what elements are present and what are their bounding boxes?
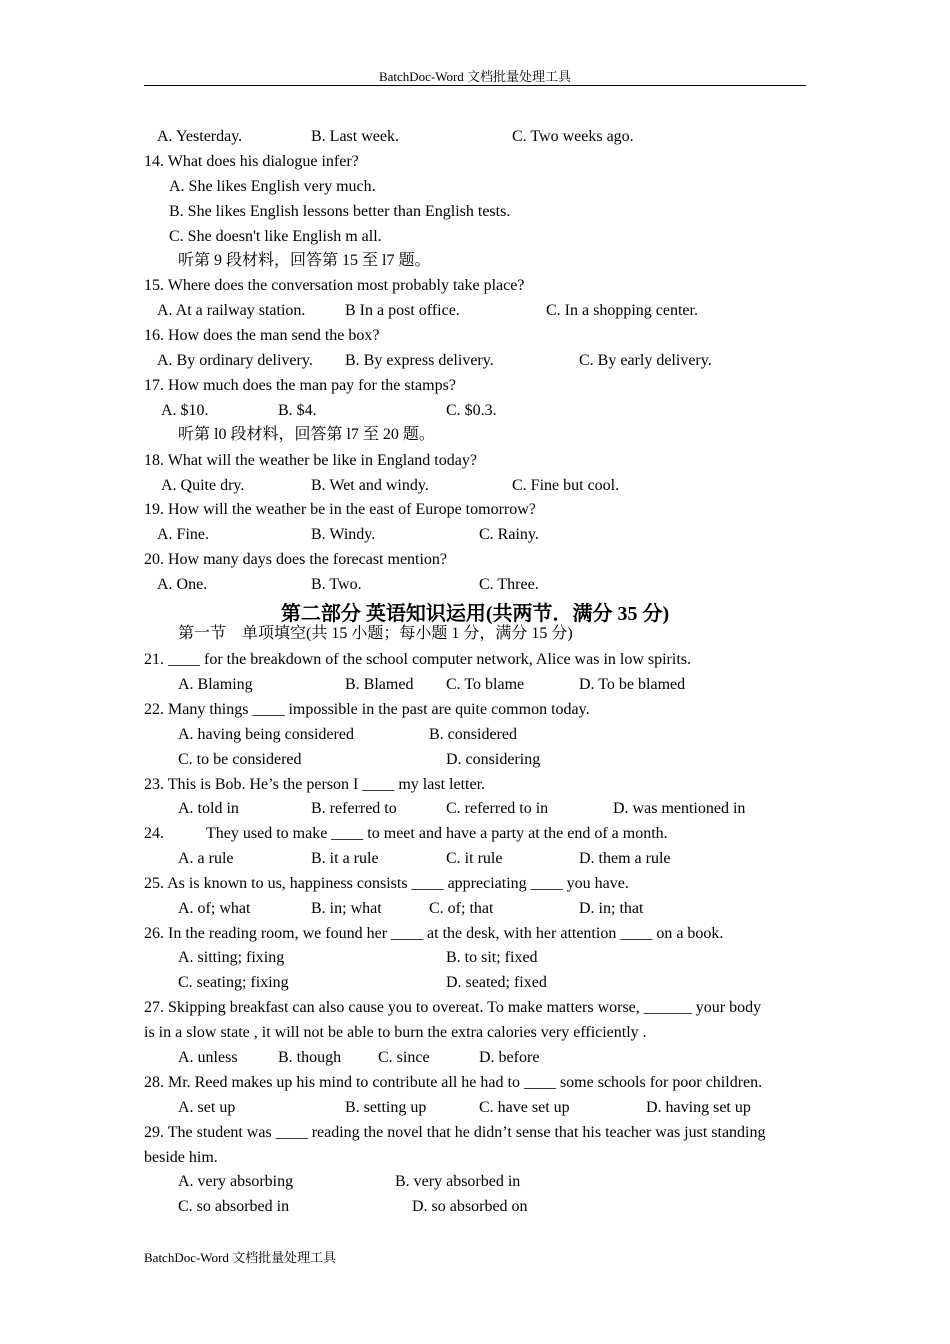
part-title: 第二部分 英语知识运用(共两节．满分 35 分) [280, 603, 670, 625]
question-stem: They used to make ____ to meet and have a party at the end of a month. [206, 825, 668, 842]
option: B. Wet and windy. [311, 477, 429, 494]
question-stem: 28. Mr. Reed makes up his mind to contribute all he had to ____ some schools for poor children. [144, 1074, 763, 1091]
question-stem-continued: beside him. [144, 1149, 218, 1166]
option: A. of; what [178, 900, 251, 917]
question-stem: 25. As is known to us, happiness consists ____ appreciating ____ you have. [144, 875, 629, 892]
option: B. to sit; fixed [446, 949, 538, 966]
page-header: BatchDoc-Word 文档批量处理工具 [378, 69, 572, 84]
option: A. Yesterday. [157, 128, 243, 145]
option: A. She likes English very much. [169, 178, 376, 195]
question-stem: 27. Skipping breakfast can also cause you to overeat. To make matters worse, ______ your body [144, 999, 762, 1016]
question-stem: 22. Many things ____ impossible in the past are quite common today. [144, 701, 590, 718]
option: D. To be blamed [579, 676, 686, 693]
question-stem: 26. In the reading room, we found her ____ at the desk, with her attention ____ on a book. [144, 925, 724, 942]
option: C. Two weeks ago. [512, 128, 634, 145]
option: B. very absorbed in [395, 1173, 521, 1190]
option: C. seating; fixing [178, 974, 289, 991]
option: B. in; what [311, 900, 382, 917]
question-stem: 15. Where does the conversation most probably take place? [144, 277, 525, 294]
option: A. By ordinary delivery. [157, 352, 313, 369]
question-stem-continued: is in a slow state , it will not be able to burn the extra calories very efficiently . [144, 1024, 647, 1041]
question-stem: 29. The student was ____ reading the novel that he didn’t sense that his teacher was just standing [144, 1124, 766, 1141]
question-stem: 20. How many days does the forecast mention? [144, 551, 448, 568]
option: A. set up [178, 1099, 236, 1116]
option: C. $0.3. [446, 402, 497, 419]
page-footer: BatchDoc-Word 文档批量处理工具 [144, 1250, 337, 1265]
option: C. To blame [446, 676, 525, 693]
question-stem: 19. How will the weather be in the east of Europe tomorrow? [144, 501, 536, 518]
option: C. have set up [479, 1099, 570, 1116]
option: C. Three. [479, 576, 539, 593]
option: D. so absorbed on [412, 1198, 528, 1215]
option: C. since [378, 1049, 430, 1066]
option: B. Windy. [311, 526, 376, 543]
option: A. Fine. [157, 526, 209, 543]
option: C. In a shopping center. [546, 302, 698, 319]
option: B. $4. [278, 402, 317, 419]
option: B. Two. [311, 576, 362, 593]
option: A. Quite dry. [161, 477, 245, 494]
option: A. very absorbing [178, 1173, 294, 1190]
option: A. At a railway station. [157, 302, 306, 319]
question-stem: 16. How does the man send the box? [144, 327, 380, 344]
option: C. of; that [429, 900, 494, 917]
section-title: 第一节 单项填空(共 15 小题；每小题 1 分，满分 15 分) [178, 625, 573, 642]
option: D. in; that [579, 900, 644, 917]
option: B In a post office. [345, 302, 460, 319]
option: B. it a rule [311, 850, 379, 867]
question-number: 24. [144, 825, 164, 842]
question-stem: 14. What does his dialogue infer? [144, 153, 359, 170]
option: B. She likes English lessons better than English tests. [169, 203, 511, 220]
question-stem: 21. ____ for the breakdown of the school computer network, Alice was in low spirits. [144, 651, 691, 668]
option: B. though [278, 1049, 342, 1066]
option: B. Last week. [311, 128, 399, 145]
option: C. Fine but cool. [512, 477, 620, 494]
option: C. By early delivery. [579, 352, 712, 369]
option: C. Rainy. [479, 526, 539, 543]
option: B. referred to [311, 800, 397, 817]
option: D. was mentioned in [613, 800, 746, 817]
option: A. One. [157, 576, 208, 593]
option: D. considering [446, 751, 541, 768]
listening-instruction: 听第 9 段材料，回答第 15 至 l7 题。 [178, 252, 431, 269]
option: B. considered [429, 726, 517, 743]
option: A. Blaming [178, 676, 253, 693]
question-stem: 17. How much does the man pay for the stamps? [144, 377, 456, 394]
option: B. Blamed [345, 676, 414, 693]
option: D. having set up [646, 1099, 751, 1116]
option: C. it rule [446, 850, 503, 867]
question-stem: 18. What will the weather be like in England today? [144, 452, 477, 469]
option: D. seated; fixed [446, 974, 547, 991]
option: C. so absorbed in [178, 1198, 290, 1215]
option: D. them a rule [579, 850, 671, 867]
option: A. unless [178, 1049, 238, 1066]
option: A. $10. [161, 402, 209, 419]
option: D. before [479, 1049, 540, 1066]
option: B. By express delivery. [345, 352, 494, 369]
option: A. a rule [178, 850, 234, 867]
header-rule [144, 85, 806, 86]
option: A. sitting; fixing [178, 949, 285, 966]
option: A. told in [178, 800, 239, 817]
option: C. referred to in [446, 800, 549, 817]
option: C. She doesn't like English m all. [169, 228, 382, 245]
option: C. to be considered [178, 751, 302, 768]
listening-instruction: 听第 l0 段材料，回答第 l7 至 20 题。 [178, 426, 435, 443]
option: A. having being considered [178, 726, 354, 743]
question-stem: 23. This is Bob. He’s the person I ____ my last letter. [144, 776, 486, 793]
option: B. setting up [345, 1099, 427, 1116]
